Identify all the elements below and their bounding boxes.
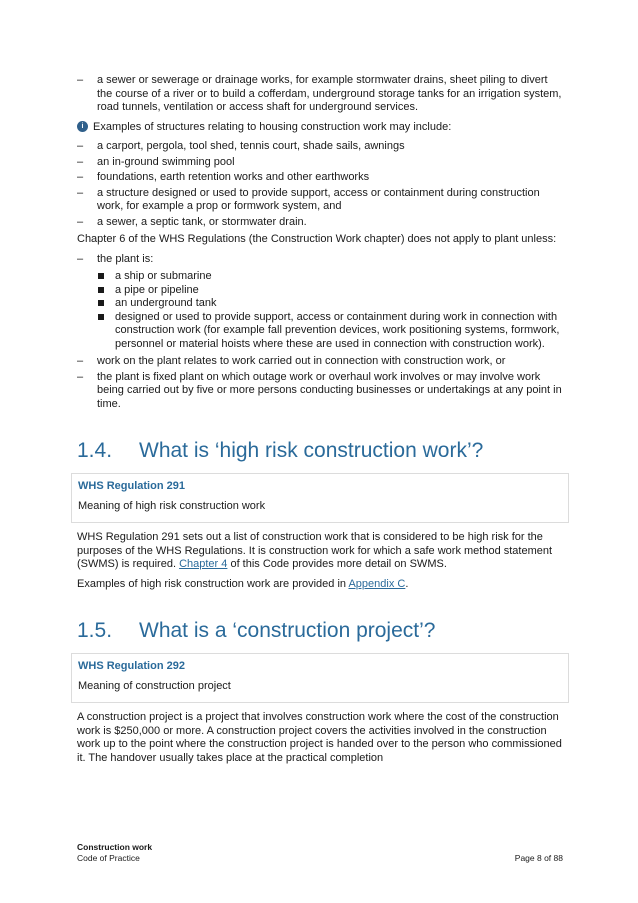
section-number: 1.4. <box>77 439 113 462</box>
dash-glyph: – <box>77 252 84 265</box>
section-1-4-paragraph-1 <box>77 531 563 572</box>
plant-sublist <box>97 270 563 351</box>
dash-glyph: – <box>77 140 84 152</box>
plant-condition-item <box>77 355 563 369</box>
square-bullet-icon <box>98 314 104 320</box>
appendix-c-link[interactable]: Appendix C <box>348 577 406 590</box>
chapter6-paragraph: Chapter 6 of the WHS Regulations (the Construction Work chapter) does not apply to plant unless: <box>77 233 557 245</box>
paragraph-text: . <box>405 577 409 590</box>
list-item-text: designed or used to provide support, access or containment during work in connection with construction work (for example fall prevention devices, work positioning systems, formwork, personnel or material hoists where these are used in connection with construction work). <box>115 310 560 350</box>
plant-intro-text: the plant is: <box>97 252 154 265</box>
dash-glyph: – <box>77 186 84 199</box>
regulation-box-text: Meaning of high risk construction work <box>78 499 266 512</box>
intro-list-item <box>77 74 563 115</box>
list-item-text: an in-ground swimming pool <box>97 155 235 168</box>
plant-intro-item <box>77 253 563 267</box>
housing-list-item <box>77 156 563 170</box>
list-item-text: an underground tank <box>115 297 217 309</box>
section-heading-1-5 <box>77 619 563 643</box>
list-item-text: work on the plant relates to work carried out in connection with construction work, or <box>97 355 506 367</box>
section-heading-1-4 <box>77 439 563 463</box>
regulation-box-title: WHS Regulation 292 <box>78 660 185 672</box>
regulation-box-291 <box>71 473 569 523</box>
list-item-text: a structure designed or used to provide support, access or containment during construction work, for example a prop or formwork system, and <box>97 186 540 212</box>
chapter-4-link[interactable]: Chapter 4 <box>179 558 228 570</box>
plant-sublist-item <box>97 284 563 298</box>
square-bullet-icon <box>98 300 104 306</box>
info-icon: i <box>77 121 88 132</box>
list-item-text: foundations, earth retention works and other earthworks <box>97 171 370 183</box>
list-item-text: a pipe or pipeline <box>115 283 199 296</box>
square-bullet-icon <box>98 287 104 293</box>
housing-list <box>77 140 563 229</box>
square-bullet-icon <box>98 273 104 279</box>
plant-sublist-item <box>97 297 563 311</box>
plant-condition-item <box>77 371 563 412</box>
dash-glyph: – <box>77 370 84 383</box>
intro-list <box>77 74 563 115</box>
dash-glyph: – <box>77 215 84 228</box>
housing-list-item <box>77 216 563 230</box>
housing-list-item <box>77 140 563 154</box>
list-item-text: a sewer, a septic tank, or stormwater drain. <box>97 215 307 228</box>
list-item-text: a carport, pergola, tool shed, tennis court, shade sails, awnings <box>97 140 405 152</box>
dash-glyph: – <box>77 355 84 367</box>
note-text: Examples of structures relating to housing construction work may include: <box>93 120 452 133</box>
plant-sublist-item <box>97 270 563 284</box>
dash-glyph: – <box>77 74 84 86</box>
section-number: 1.5. <box>77 619 113 642</box>
dash-glyph: – <box>77 155 84 168</box>
note <box>77 121 563 135</box>
regulation-box-text: Meaning of construction project <box>78 679 231 692</box>
list-item-text: a ship or submarine <box>115 270 212 282</box>
regulation-box-292 <box>71 653 569 703</box>
section-1-5-paragraph: A construction project is a project that involves construction work where the cost of the construction work is $250,000 or more. A construction project covers the activities involved in the construction work up to the point where the construction project is handed over to the person who commissioned it. The handover usually takes place at the practical completion <box>77 711 562 764</box>
section-title: What is ‘high risk construction work’? <box>139 439 484 462</box>
page-footer <box>77 842 563 864</box>
list-item-text: a sewer or sewerage or drainage works, for example stormwater drains, sheet piling to divert the course of a river or to build a cofferdam, underground storage tanks for an irrigation system, road tunnels, ventilation or access shaft for underground services. <box>97 74 562 113</box>
list-item-text: the plant is fixed plant on which outage work or overhaul work involves or may involve work being carried out by five or more persons conducting businesses or undertakings at any point in time. <box>97 370 562 410</box>
section-title: What is a ‘construction project’? <box>139 619 436 642</box>
page-body <box>77 74 563 771</box>
page-number: Page 8 of 88 <box>514 853 563 863</box>
paragraph-text: of this Code provides more detail on SWMS. <box>227 558 447 570</box>
housing-list-item <box>77 171 563 185</box>
housing-list-item <box>77 187 563 214</box>
plant-more-list <box>77 355 563 411</box>
footer-subtitle: Code of Practice <box>77 853 140 863</box>
section-1-4-paragraph-2 <box>77 578 563 592</box>
plant-sublist-item <box>97 311 563 352</box>
regulation-box-title: WHS Regulation 291 <box>78 480 185 492</box>
paragraph-text: Examples of high risk construction work are provided in <box>77 577 349 590</box>
footer-title: Construction work <box>77 842 153 852</box>
paragraph-text: WHS Regulation 291 sets out a list of construction work that is considered to be high risk for the purposes of the WHS Regulations. It is construction work for which a safe work method statement (SWMS) is required. <box>77 531 553 570</box>
dash-glyph: – <box>77 171 84 183</box>
